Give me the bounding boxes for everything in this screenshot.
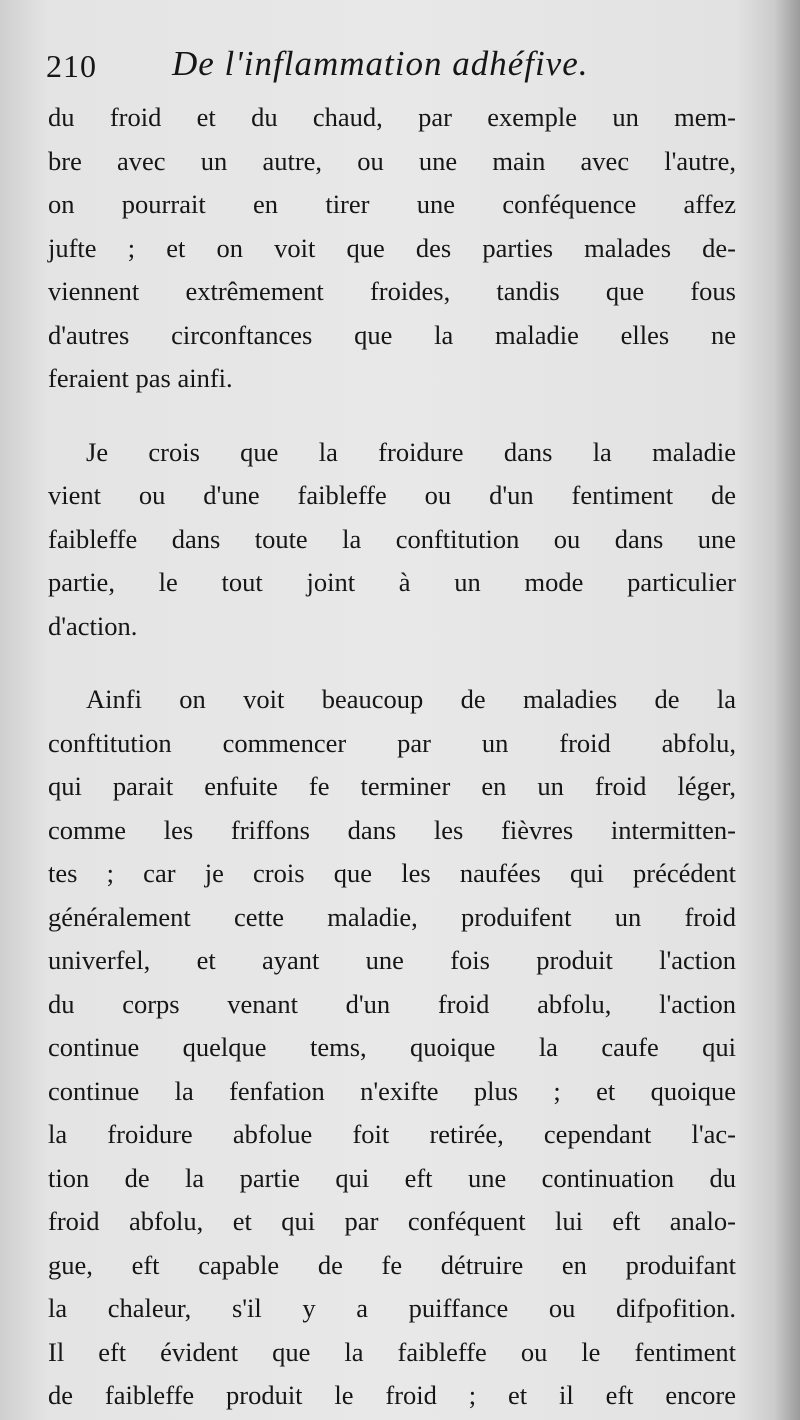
text-line: conftitution commencer par un froid abfolu, xyxy=(48,727,736,758)
text-line: univerfel, et ayant une fois produit l'action xyxy=(48,945,736,975)
text-line: d'action. xyxy=(48,610,138,641)
running-head xyxy=(46,40,746,100)
text-line: feraient pas ainfi. xyxy=(48,363,233,393)
paragraph xyxy=(48,678,736,1418)
text-line: qui parait enfuite fe terminer en un froid léger, xyxy=(48,771,736,801)
paragraph-gap xyxy=(48,648,736,678)
text-line: du corps venant d'un froid abfolu, l'action xyxy=(48,988,736,1019)
paragraph xyxy=(48,431,736,649)
text-line: tes ; car je crois que les naufées qui précédent xyxy=(48,858,736,888)
text-line: faibleffe dans toute la conftitution ou dans une xyxy=(48,523,736,554)
page-number: 210 xyxy=(46,48,97,84)
text-line: Je crois que la froidure dans la maladie xyxy=(86,436,736,467)
text-line: d'autres circonftances que la maladie elles ne xyxy=(48,319,736,350)
text-line: vient ou d'une faibleffe ou d'un fentiment de xyxy=(48,480,736,510)
text-line: la chaleur, s'il y a puiffance ou difpofition. xyxy=(48,1293,736,1323)
text-line: on pourrait en tirer une conféquence affez xyxy=(48,189,736,219)
text-line: bre avec un autre, ou une main avec l'autre, xyxy=(48,145,736,176)
text-line: Ainfi on voit beaucoup de maladies de la xyxy=(86,684,736,714)
text-line: du froid et du chaud, par exemple un mem- xyxy=(48,102,736,132)
paragraph xyxy=(48,96,736,401)
running-title: De l'inflammation adhéfive. xyxy=(172,44,589,83)
paragraph-gap xyxy=(48,401,736,431)
text-line: Il eft évident que la faibleffe ou le fentiment xyxy=(48,1336,736,1367)
body-text xyxy=(48,96,736,1418)
text-line: la froidure abfolue foit retirée, cependant l'ac- xyxy=(48,1119,736,1149)
text-line: de faibleffe produit le froid ; et il eft encore xyxy=(48,1380,736,1410)
text-line: comme les friffons dans les fièvres intermitten- xyxy=(48,814,736,845)
text-line: jufte ; et on voit que des parties malades de- xyxy=(48,232,736,263)
text-line: froid abfolu, et qui par conféquent lui eft analo- xyxy=(48,1206,736,1236)
text-line: généralement cette maladie, produifent un froid xyxy=(48,901,736,932)
text-line: continue quelque tems, quoique la caufe qui xyxy=(48,1032,736,1062)
text-line: gue, eft capable de fe détruire en produifant xyxy=(48,1249,736,1280)
text-line: partie, le tout joint à un mode particulier xyxy=(48,567,736,597)
text-line: continue la fenfation n'exifte plus ; et quoique xyxy=(48,1075,736,1106)
text-line: viennent extrêmement froides, tandis que fous xyxy=(48,276,736,306)
text-line: tion de la partie qui eft une continuation du xyxy=(48,1162,736,1193)
